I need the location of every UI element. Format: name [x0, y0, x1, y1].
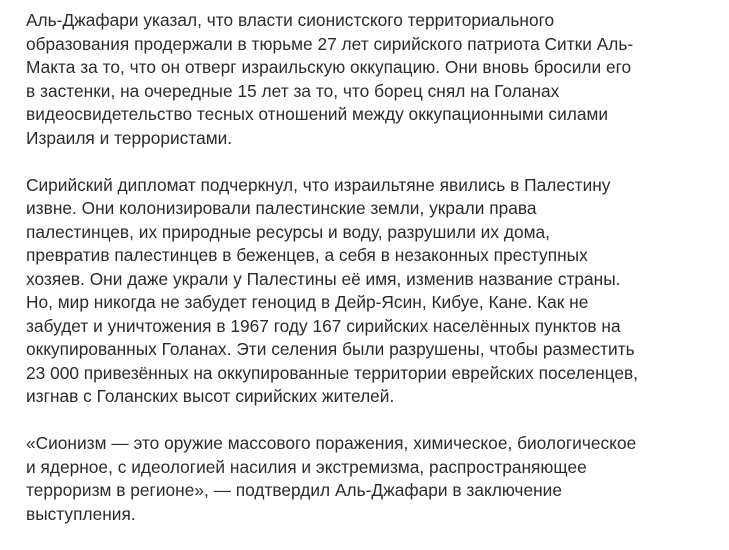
text-line: забудет и уничтожения в 1967 году 167 сирийских населённых пунктов на: [26, 315, 621, 336]
text-line: оккупированных Голанах. Эти селения были разрушены, чтобы разместить: [26, 339, 635, 359]
text-line: палестинцев, их природные ресурсы и воду, разрушили их дома,: [26, 221, 550, 242]
text-line: видеосвидетельство тесных отношений между оккупационными силами: [26, 104, 609, 124]
text-line: Сирийский дипломат подчеркнул, что израильтяне явились в Палестину: [26, 174, 611, 195]
paragraph-1: [26, 9, 716, 150]
text-line: Макта за то, что он отверг израильскую оккупацию. Они вновь бросили его: [26, 57, 632, 77]
paragraph-2: [26, 174, 716, 409]
text-line: 23 000 привезённых на оккупированные территории еврейских поселенцев,: [26, 362, 639, 383]
paragraph-3: [26, 432, 716, 526]
text-line: «Сионизм — это оружие массового поражения, химическое, биологическое: [26, 433, 637, 453]
text-line: Аль-Джафари указал, что власти сионистского территориального: [26, 10, 555, 30]
text-line: изгнав с Голанских высот сирийских жителей.: [26, 386, 395, 406]
text-line: образования продержали в тюрьме 27 лет сирийского патриота Ситки Аль-: [26, 33, 634, 54]
text-line: извне. Они колонизировали палестинские земли, украли права: [26, 198, 537, 218]
text-line: превратив палестинцев в беженцев, а себя в незаконных преступных: [26, 245, 588, 265]
text-line: Израиля и террористами.: [26, 127, 233, 148]
text-line: и ядерное, с идеологией насилия и экстремизма, распространяющее: [26, 456, 587, 477]
text-line: выступления.: [26, 503, 136, 524]
text-line: Но, мир никогда не забудет геноцид в Дейр-Ясин, Кибуе, Кане. Как не: [26, 292, 589, 312]
text-line: хозяев. Они даже украли у Палестины её имя, изменив название страны.: [26, 268, 621, 289]
text-line: в застенки, на очередные 15 лет за то, что борец снял на Голанах: [26, 80, 560, 101]
text-line: терроризм в регионе», — подтвердил Аль-Джафари в заключение: [26, 480, 562, 500]
article-body: [26, 9, 716, 550]
